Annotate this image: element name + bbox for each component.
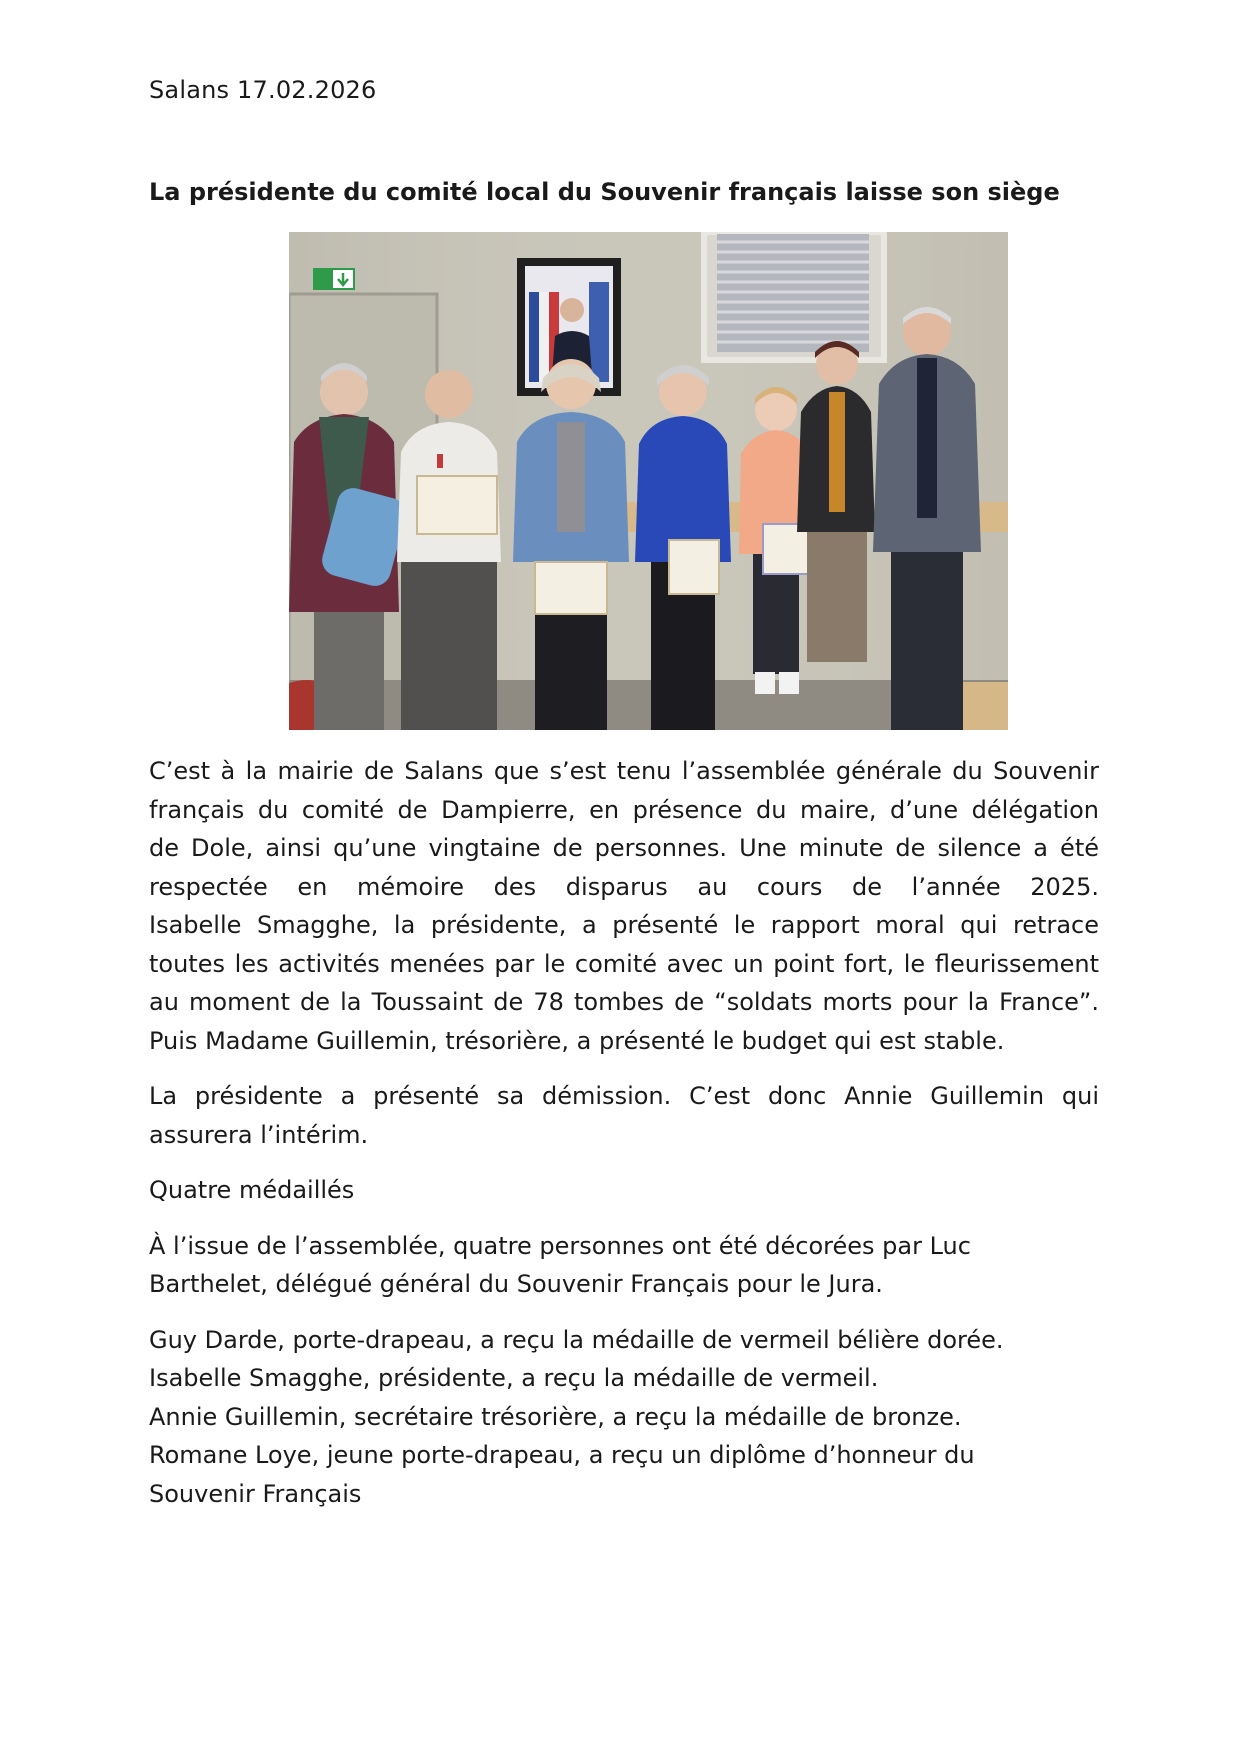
paragraph-1-line: Puis Madame Guillemin, trésorière, a présenté le budget qui est stable.	[149, 1026, 1005, 1055]
dateline: Salans 17.02.2026	[149, 76, 377, 104]
paragraph-2-line: La présidente a présenté sa démission. C’est donc Annie Guillemin qui	[149, 1082, 1099, 1110]
paragraph-3-line: Barthelet, délégué général du Souvenir Français pour le Jura.	[149, 1270, 883, 1298]
group-photo-illustration	[289, 232, 1008, 730]
paragraph-1-line: français du comité de Dampierre, en présence du maire, d’une délégation	[149, 795, 1099, 824]
paragraph-1	[149, 752, 1099, 1060]
article-body	[149, 752, 1099, 1530]
certificate-icon	[417, 476, 497, 534]
paragraph-1-line: C’est à la mairie de Salans que s’est tenu l’assemblée générale du Souvenir	[149, 757, 1099, 785]
paragraph-2-line: assurera l’intérim.	[149, 1120, 369, 1149]
paragraph-1-line: de Dole, ainsi qu’une vingtaine de personnes. Une minute de silence a été	[149, 834, 1099, 862]
paragraph-1-line: Isabelle Smagghe, la présidente, a présenté le rapport moral qui retrace	[149, 911, 1099, 939]
medal-line: Romane Loye, jeune porte-drapeau, a reçu un diplôme d’honneur du	[149, 1441, 975, 1469]
paragraph-1-line: respectée en mémoire des disparus au cours de l’année 2025.	[149, 872, 1099, 901]
medal-line: Annie Guillemin, secrétaire trésorière, a reçu la médaille de bronze.	[149, 1402, 962, 1431]
paragraph-1-line: toutes les activités menées par le comité avec un point fort, le fleurissement	[149, 949, 1099, 978]
medal-line: Isabelle Smagghe, présidente, a reçu la médaille de vermeil.	[149, 1364, 879, 1392]
medals-list	[149, 1321, 1099, 1514]
paragraph-1-line: au moment de la Toussaint de 78 tombes de “soldats morts pour la France”.	[149, 988, 1099, 1016]
certificate-icon-3	[669, 540, 719, 594]
headline: La présidente du comité local du Souvenir français laisse son siège	[149, 178, 1060, 206]
medal-line: Guy Darde, porte-drapeau, a reçu la médaille de vermeil bélière dorée.	[149, 1325, 1004, 1354]
subheading: Quatre médaillés	[149, 1176, 355, 1204]
certificate-icon-2	[535, 562, 607, 614]
paragraph-3	[149, 1227, 1099, 1304]
window-blinds-icon	[717, 234, 869, 352]
medal-line: Souvenir Français	[149, 1479, 362, 1508]
paragraph-2	[149, 1077, 1099, 1154]
paragraph-3-line: À l’issue de l’assemblée, quatre personnes ont été décorées par Luc	[149, 1231, 971, 1260]
article-photo	[289, 232, 1008, 730]
